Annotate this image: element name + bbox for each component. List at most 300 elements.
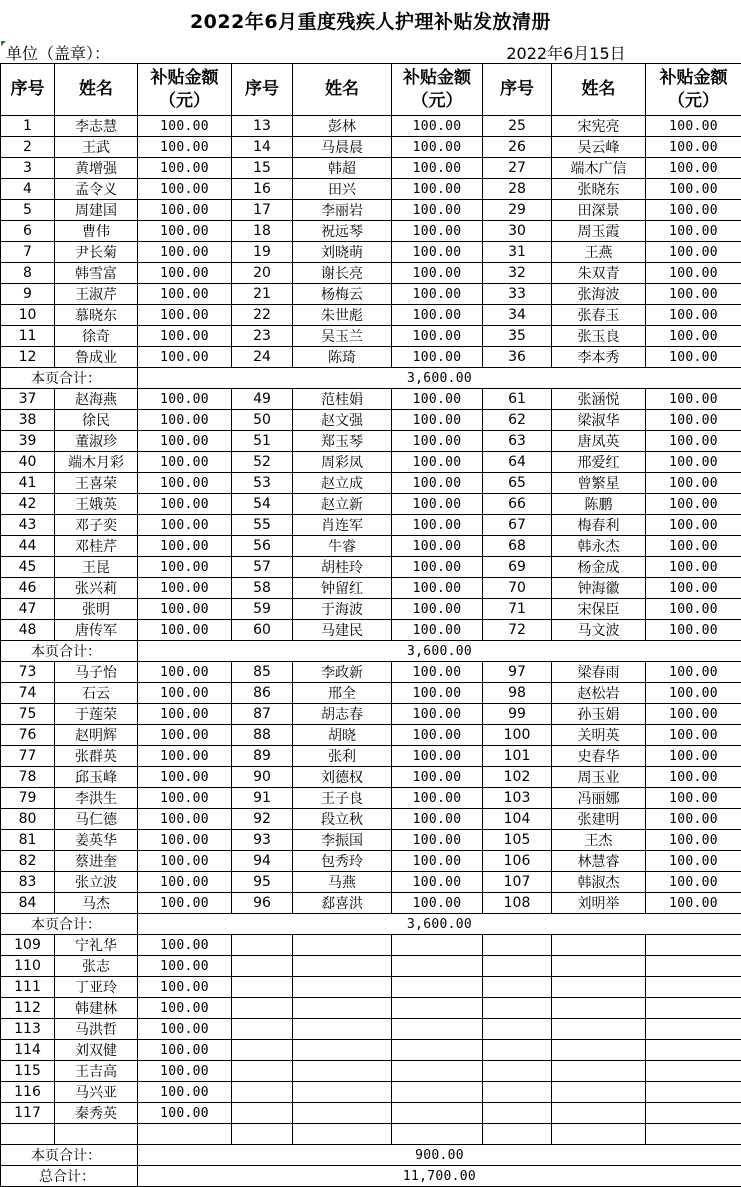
row-seq-cell: 91 <box>231 787 293 809</box>
row-seq-cell: 22 <box>231 304 293 326</box>
row-name-cell: 曹伟 <box>54 220 138 242</box>
row-name-cell: 祝远琴 <box>292 220 392 242</box>
row-name-cell: 宋宪亮 <box>551 115 646 137</box>
row-seq-cell: 97 <box>482 661 552 683</box>
issue-date: 2022年6月15日 <box>506 44 626 63</box>
subtotal-value: 900.00 <box>137 1144 741 1166</box>
row-seq-cell: 73 <box>0 661 55 683</box>
row-name-cell: 包秀玲 <box>292 850 392 872</box>
row-seq-cell: 56 <box>231 535 293 557</box>
row-name-cell: 宁礼华 <box>54 934 138 956</box>
header-amount-unit: （元） <box>159 90 210 111</box>
row-seq-cell: 25 <box>482 115 552 137</box>
row-seq-cell <box>482 1060 552 1082</box>
row-amount-cell <box>391 934 483 956</box>
row-name-cell: 赵立成 <box>292 472 392 494</box>
row-name-cell: 邓桂芹 <box>54 535 138 557</box>
row-seq-cell: 27 <box>482 157 552 179</box>
row-seq-cell <box>482 934 552 956</box>
row-seq-cell: 16 <box>231 178 293 200</box>
row-name-cell <box>292 1081 392 1103</box>
row-name-cell: 陈鹏 <box>551 493 646 515</box>
row-seq-cell: 13 <box>231 115 293 137</box>
row-name-cell: 唐凤英 <box>551 430 646 452</box>
row-amount-cell: 100.00 <box>645 514 741 536</box>
row-name-cell: 王娥英 <box>54 493 138 515</box>
row-seq-cell: 26 <box>482 136 552 158</box>
row-amount-cell: 100.00 <box>391 220 483 242</box>
row-seq-cell: 32 <box>482 262 552 284</box>
row-name-cell <box>551 976 646 998</box>
row-name-cell: 孙玉娟 <box>551 703 646 725</box>
row-seq-cell: 43 <box>0 514 55 536</box>
row-name-cell: 梅春利 <box>551 514 646 536</box>
row-amount-cell <box>391 1039 483 1061</box>
row-name-cell <box>551 1123 646 1145</box>
row-amount-cell <box>391 1123 483 1145</box>
row-amount-cell <box>391 976 483 998</box>
row-seq-cell <box>482 955 552 977</box>
row-amount-cell: 100.00 <box>645 346 741 368</box>
row-amount-cell: 100.00 <box>137 115 232 137</box>
row-name-cell: 王喜荣 <box>54 472 138 494</box>
row-amount-cell: 100.00 <box>391 136 483 158</box>
row-seq-cell: 54 <box>231 493 293 515</box>
header-amount <box>645 63 741 116</box>
row-amount-cell: 100.00 <box>645 220 741 242</box>
row-amount-cell: 100.00 <box>645 577 741 599</box>
row-name-cell: 张群英 <box>54 745 138 767</box>
row-name-cell: 王燕 <box>551 241 646 263</box>
row-amount-cell: 100.00 <box>391 724 483 746</box>
row-name-cell: 赵海燕 <box>54 388 138 410</box>
row-amount-cell: 100.00 <box>645 535 741 557</box>
row-amount-cell: 100.00 <box>645 409 741 431</box>
row-amount-cell: 100.00 <box>137 934 232 956</box>
row-name-cell: 张利 <box>292 745 392 767</box>
row-name-cell: 于莲荣 <box>54 703 138 725</box>
row-seq-cell: 83 <box>0 871 55 893</box>
row-seq-cell: 85 <box>231 661 293 683</box>
row-amount-cell: 100.00 <box>137 724 232 746</box>
row-name-cell: 刘明举 <box>551 892 646 914</box>
row-name-cell: 周彩凤 <box>292 451 392 473</box>
row-amount-cell: 100.00 <box>137 535 232 557</box>
row-seq-cell: 10 <box>0 304 55 326</box>
row-amount-cell: 100.00 <box>391 472 483 494</box>
row-seq-cell: 38 <box>0 409 55 431</box>
row-amount-cell: 100.00 <box>391 598 483 620</box>
row-seq-cell: 15 <box>231 157 293 179</box>
row-name-cell: 刘晓萌 <box>292 241 392 263</box>
row-amount-cell: 100.00 <box>137 493 232 515</box>
row-seq-cell: 95 <box>231 871 293 893</box>
row-amount-cell: 100.00 <box>137 283 232 305</box>
row-seq-cell: 36 <box>482 346 552 368</box>
row-amount-cell: 100.00 <box>391 871 483 893</box>
row-name-cell: 林慧睿 <box>551 850 646 872</box>
row-amount-cell: 100.00 <box>137 451 232 473</box>
row-seq-cell: 1 <box>0 115 55 137</box>
row-name-cell <box>292 976 392 998</box>
row-name-cell: 杨梅云 <box>292 283 392 305</box>
row-seq-cell: 33 <box>482 283 552 305</box>
row-seq-cell: 110 <box>0 955 55 977</box>
row-amount-cell: 100.00 <box>645 262 741 284</box>
row-seq-cell: 17 <box>231 199 293 221</box>
row-name-cell: 赵文强 <box>292 409 392 431</box>
row-name-cell: 张志 <box>54 955 138 977</box>
header-seq: 序号 <box>482 63 552 116</box>
row-seq-cell: 5 <box>0 199 55 221</box>
row-name-cell <box>292 997 392 1019</box>
row-seq-cell: 48 <box>0 619 55 641</box>
row-amount-cell: 100.00 <box>391 115 483 137</box>
row-seq-cell: 18 <box>231 220 293 242</box>
row-seq-cell: 39 <box>0 430 55 452</box>
row-seq-cell: 68 <box>482 535 552 557</box>
row-amount-cell: 100.00 <box>645 661 741 683</box>
row-seq-cell: 70 <box>482 577 552 599</box>
header-amount-line1: 补贴金额 <box>659 67 728 88</box>
row-name-cell: 马晨晨 <box>292 136 392 158</box>
grand-total-label: 总合计： <box>0 1165 138 1187</box>
row-seq-cell: 45 <box>0 556 55 578</box>
row-seq-cell: 69 <box>482 556 552 578</box>
row-name-cell: 徐民 <box>54 409 138 431</box>
row-amount-cell: 100.00 <box>645 703 741 725</box>
row-seq-cell <box>231 1039 293 1061</box>
row-name-cell: 胡志春 <box>292 703 392 725</box>
row-name-cell <box>551 955 646 977</box>
row-amount-cell <box>391 1102 483 1124</box>
row-seq-cell: 103 <box>482 787 552 809</box>
row-name-cell: 韩永杰 <box>551 535 646 557</box>
row-name-cell: 马建民 <box>292 619 392 641</box>
row-seq-cell: 53 <box>231 472 293 494</box>
row-seq-cell: 99 <box>482 703 552 725</box>
row-seq-cell <box>231 1060 293 1082</box>
row-seq-cell: 114 <box>0 1039 55 1061</box>
row-seq-cell: 30 <box>482 220 552 242</box>
row-seq-cell <box>231 1123 293 1145</box>
row-name-cell: 梁淑华 <box>551 409 646 431</box>
row-seq-cell: 19 <box>231 241 293 263</box>
row-seq-cell <box>482 1039 552 1061</box>
row-amount-cell: 100.00 <box>645 115 741 137</box>
row-seq-cell: 63 <box>482 430 552 452</box>
row-name-cell: 陈琦 <box>292 346 392 368</box>
row-amount-cell <box>645 1081 741 1103</box>
row-name-cell: 张晓东 <box>551 178 646 200</box>
row-name-cell: 马燕 <box>292 871 392 893</box>
row-amount-cell: 100.00 <box>391 199 483 221</box>
row-amount-cell: 100.00 <box>137 1081 232 1103</box>
row-seq-cell: 3 <box>0 157 55 179</box>
row-name-cell: 韩淑杰 <box>551 871 646 893</box>
row-seq-cell: 65 <box>482 472 552 494</box>
row-name-cell: 马兴亚 <box>54 1081 138 1103</box>
row-seq-cell: 75 <box>0 703 55 725</box>
row-name-cell: 马杰 <box>54 892 138 914</box>
row-name-cell: 韩建林 <box>54 997 138 1019</box>
row-amount-cell <box>137 1123 232 1145</box>
row-amount-cell: 100.00 <box>137 661 232 683</box>
row-seq-cell: 31 <box>482 241 552 263</box>
row-amount-cell: 100.00 <box>645 451 741 473</box>
header-amount-unit: （元） <box>411 90 463 111</box>
row-seq-cell <box>231 1102 293 1124</box>
row-name-cell: 马仁德 <box>54 808 138 830</box>
row-amount-cell: 100.00 <box>137 178 232 200</box>
row-seq-cell: 104 <box>482 808 552 830</box>
row-amount-cell: 100.00 <box>645 871 741 893</box>
row-seq-cell <box>482 1018 552 1040</box>
row-amount-cell: 100.00 <box>137 787 232 809</box>
row-amount-cell: 100.00 <box>645 766 741 788</box>
row-seq-cell: 2 <box>0 136 55 158</box>
row-seq-cell <box>482 976 552 998</box>
row-name-cell: 关明英 <box>551 724 646 746</box>
row-name-cell: 马洪哲 <box>54 1018 138 1040</box>
unit-stamp-label: 单位（盖章）： <box>6 44 111 63</box>
row-name-cell: 郄喜洪 <box>292 892 392 914</box>
row-seq-cell: 59 <box>231 598 293 620</box>
row-seq-cell: 37 <box>0 388 55 410</box>
row-amount-cell: 100.00 <box>391 346 483 368</box>
row-amount-cell <box>645 1018 741 1040</box>
row-seq-cell: 108 <box>482 892 552 914</box>
row-amount-cell <box>645 955 741 977</box>
row-amount-cell: 100.00 <box>645 304 741 326</box>
row-name-cell: 慕晓东 <box>54 304 138 326</box>
row-seq-cell: 47 <box>0 598 55 620</box>
row-seq-cell: 72 <box>482 619 552 641</box>
row-seq-cell: 112 <box>0 997 55 1019</box>
row-seq-cell: 92 <box>231 808 293 830</box>
row-name-cell: 田深景 <box>551 199 646 221</box>
row-name-cell: 史春华 <box>551 745 646 767</box>
row-name-cell: 李本秀 <box>551 346 646 368</box>
row-seq-cell: 96 <box>231 892 293 914</box>
row-name-cell: 刘德权 <box>292 766 392 788</box>
row-amount-cell: 100.00 <box>645 430 741 452</box>
row-seq-cell: 40 <box>0 451 55 473</box>
row-seq-cell: 87 <box>231 703 293 725</box>
row-seq-cell: 116 <box>0 1081 55 1103</box>
row-amount-cell: 100.00 <box>391 745 483 767</box>
header-seq: 序号 <box>0 63 55 116</box>
subtotal-value: 3,600.00 <box>137 640 741 662</box>
row-name-cell <box>292 934 392 956</box>
row-name-cell: 李志慧 <box>54 115 138 137</box>
row-name-cell: 董淑珍 <box>54 430 138 452</box>
row-amount-cell: 100.00 <box>645 283 741 305</box>
row-seq-cell: 62 <box>482 409 552 431</box>
row-seq-cell: 8 <box>0 262 55 284</box>
row-amount-cell: 100.00 <box>391 451 483 473</box>
row-name-cell: 梁春雨 <box>551 661 646 683</box>
row-amount-cell: 100.00 <box>137 556 232 578</box>
row-name-cell: 刘双健 <box>54 1039 138 1061</box>
row-name-cell: 谢长亮 <box>292 262 392 284</box>
row-amount-cell: 100.00 <box>391 304 483 326</box>
row-seq-cell: 61 <box>482 388 552 410</box>
row-amount-cell <box>645 976 741 998</box>
row-amount-cell <box>645 1060 741 1082</box>
row-seq-cell: 49 <box>231 388 293 410</box>
row-amount-cell: 100.00 <box>391 682 483 704</box>
row-amount-cell: 100.00 <box>137 136 232 158</box>
row-name-cell: 端木广信 <box>551 157 646 179</box>
row-amount-cell: 100.00 <box>137 472 232 494</box>
row-amount-cell: 100.00 <box>391 787 483 809</box>
row-amount-cell: 100.00 <box>137 955 232 977</box>
row-name-cell: 赵明辉 <box>54 724 138 746</box>
row-amount-cell: 100.00 <box>391 430 483 452</box>
row-name-cell: 张春玉 <box>551 304 646 326</box>
row-amount-cell: 100.00 <box>137 850 232 872</box>
row-name-cell: 徐奇 <box>54 325 138 347</box>
row-amount-cell <box>391 1018 483 1040</box>
row-amount-cell: 100.00 <box>645 829 741 851</box>
row-name-cell <box>54 1123 138 1145</box>
row-seq-cell: 93 <box>231 829 293 851</box>
subtotal-label: 本页合计： <box>0 1144 138 1166</box>
row-name-cell: 田兴 <box>292 178 392 200</box>
row-amount-cell: 100.00 <box>137 346 232 368</box>
row-amount-cell: 100.00 <box>645 682 741 704</box>
row-name-cell: 邢爱红 <box>551 451 646 473</box>
row-amount-cell: 100.00 <box>645 745 741 767</box>
row-name-cell: 唐传军 <box>54 619 138 641</box>
row-amount-cell: 100.00 <box>391 493 483 515</box>
row-seq-cell: 102 <box>482 766 552 788</box>
row-name-cell: 李振国 <box>292 829 392 851</box>
row-amount-cell: 100.00 <box>137 157 232 179</box>
row-seq-cell: 90 <box>231 766 293 788</box>
row-name-cell: 邱玉峰 <box>54 766 138 788</box>
row-amount-cell: 100.00 <box>137 325 232 347</box>
row-amount-cell <box>391 1081 483 1103</box>
row-seq-cell <box>482 997 552 1019</box>
row-seq-cell: 98 <box>482 682 552 704</box>
row-amount-cell: 100.00 <box>391 850 483 872</box>
row-amount-cell: 100.00 <box>391 619 483 641</box>
row-amount-cell: 100.00 <box>391 661 483 683</box>
row-seq-cell: 107 <box>482 871 552 893</box>
row-name-cell: 朱世彪 <box>292 304 392 326</box>
row-name-cell: 张涵悦 <box>551 388 646 410</box>
row-seq-cell: 9 <box>0 283 55 305</box>
row-amount-cell: 100.00 <box>137 1060 232 1082</box>
row-seq-cell: 77 <box>0 745 55 767</box>
row-name-cell <box>292 1018 392 1040</box>
row-name-cell: 尹长菊 <box>54 241 138 263</box>
row-name-cell <box>551 997 646 1019</box>
row-amount-cell <box>391 955 483 977</box>
row-name-cell <box>292 1102 392 1124</box>
subtotal-label: 本页合计： <box>0 640 138 662</box>
row-amount-cell: 100.00 <box>137 808 232 830</box>
row-amount-cell: 100.00 <box>137 766 232 788</box>
row-amount-cell: 100.00 <box>391 325 483 347</box>
row-name-cell <box>551 934 646 956</box>
row-amount-cell: 100.00 <box>137 1018 232 1040</box>
row-seq-cell <box>231 955 293 977</box>
row-seq-cell: 66 <box>482 493 552 515</box>
row-seq-cell: 111 <box>0 976 55 998</box>
row-name-cell <box>551 1039 646 1061</box>
row-seq-cell: 28 <box>482 178 552 200</box>
row-seq-cell: 60 <box>231 619 293 641</box>
row-name-cell <box>292 955 392 977</box>
row-name-cell: 宋保臣 <box>551 598 646 620</box>
row-amount-cell: 100.00 <box>645 157 741 179</box>
row-seq-cell: 117 <box>0 1102 55 1124</box>
row-amount-cell: 100.00 <box>645 136 741 158</box>
row-seq-cell: 115 <box>0 1060 55 1082</box>
row-name-cell: 钟海徽 <box>551 577 646 599</box>
row-seq-cell: 109 <box>0 934 55 956</box>
row-name-cell: 周建国 <box>54 199 138 221</box>
row-seq-cell <box>482 1081 552 1103</box>
row-name-cell: 范桂娟 <box>292 388 392 410</box>
row-amount-cell: 100.00 <box>137 220 232 242</box>
row-seq-cell: 6 <box>0 220 55 242</box>
row-seq-cell: 55 <box>231 514 293 536</box>
row-name-cell: 韩雪富 <box>54 262 138 284</box>
row-amount-cell <box>645 1123 741 1145</box>
row-seq-cell: 80 <box>0 808 55 830</box>
header-seq: 序号 <box>231 63 293 116</box>
row-name-cell: 郑玉琴 <box>292 430 392 452</box>
row-amount-cell: 100.00 <box>645 892 741 914</box>
row-seq-cell: 44 <box>0 535 55 557</box>
page-title: 2022年6月重度残疾人护理补贴发放清册 <box>189 11 552 33</box>
row-name-cell: 张立波 <box>54 871 138 893</box>
row-seq-cell <box>231 997 293 1019</box>
row-amount-cell <box>391 997 483 1019</box>
header-name: 姓名 <box>54 63 138 116</box>
row-seq-cell: 64 <box>482 451 552 473</box>
subtotal-value: 3,600.00 <box>137 913 741 935</box>
row-amount-cell: 100.00 <box>137 304 232 326</box>
row-name-cell: 黄增强 <box>54 157 138 179</box>
row-amount-cell: 100.00 <box>645 556 741 578</box>
row-seq-cell: 81 <box>0 829 55 851</box>
row-seq-cell: 46 <box>0 577 55 599</box>
row-amount-cell: 100.00 <box>391 535 483 557</box>
row-amount-cell: 100.00 <box>645 787 741 809</box>
row-seq-cell: 29 <box>482 199 552 221</box>
row-name-cell: 杨金成 <box>551 556 646 578</box>
row-seq-cell <box>231 934 293 956</box>
row-name-cell: 李政新 <box>292 661 392 683</box>
row-seq-cell: 79 <box>0 787 55 809</box>
row-amount-cell: 100.00 <box>137 871 232 893</box>
row-amount-cell: 100.00 <box>645 808 741 830</box>
row-name-cell: 吴云峰 <box>551 136 646 158</box>
row-name-cell: 曾繁星 <box>551 472 646 494</box>
row-seq-cell: 34 <box>482 304 552 326</box>
row-seq-cell: 4 <box>0 178 55 200</box>
row-seq-cell: 35 <box>482 325 552 347</box>
row-seq-cell <box>482 1102 552 1124</box>
row-seq-cell: 89 <box>231 745 293 767</box>
row-seq-cell: 23 <box>231 325 293 347</box>
row-name-cell: 王淑芹 <box>54 283 138 305</box>
